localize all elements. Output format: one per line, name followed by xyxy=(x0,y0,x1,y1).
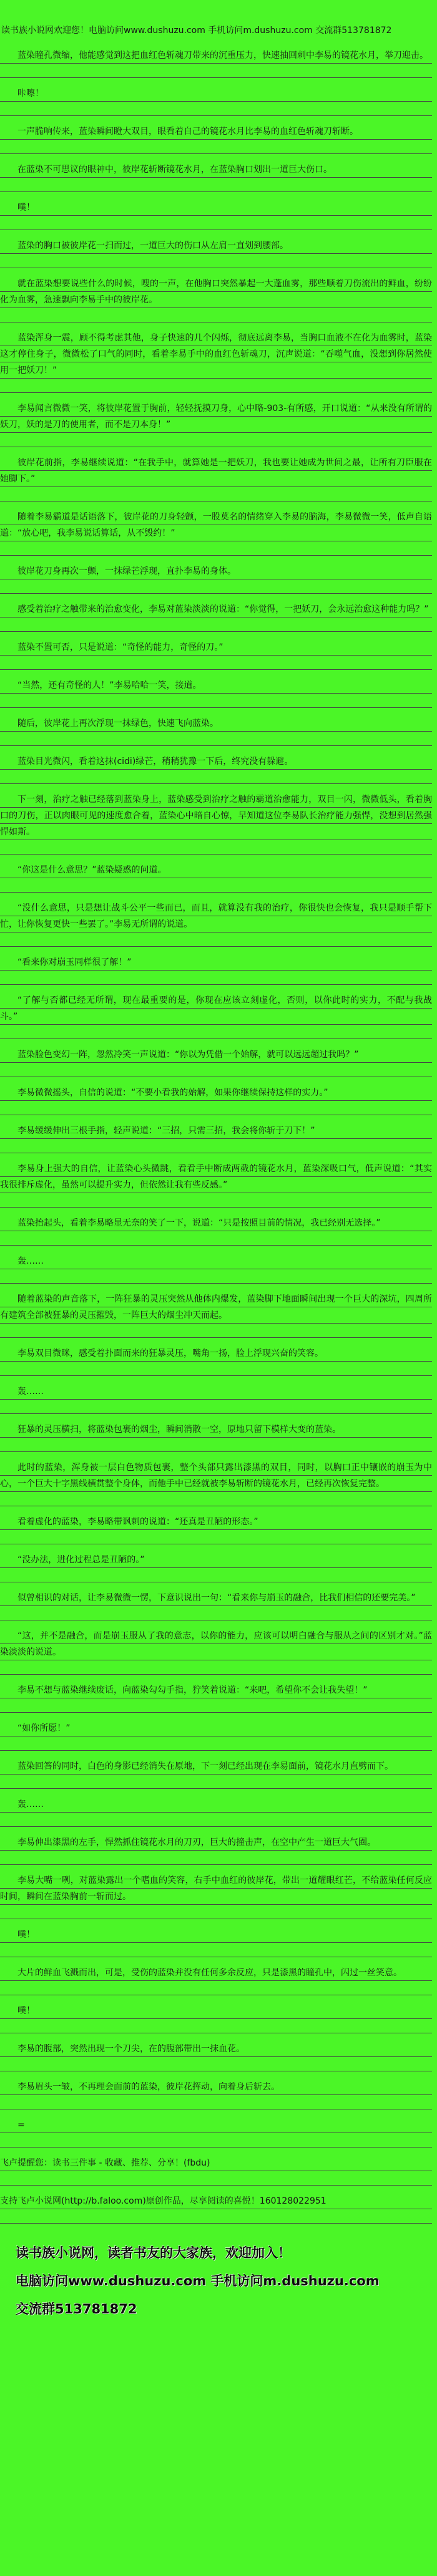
novel-paragraph: 轰…… xyxy=(0,1383,432,1400)
paragraph-divider xyxy=(0,140,432,154)
site-footer-qq-group: 交流群513781872 xyxy=(16,2302,137,2317)
paragraph-divider xyxy=(0,1660,432,1675)
paragraph-divider xyxy=(0,2095,432,2109)
paragraph-divider xyxy=(0,1775,432,1789)
paragraph-divider xyxy=(0,1851,432,1865)
novel-paragraph: 蓝染的胸口被彼岸花一扫而过，一道巨大的伤口从左肩一直划到腰部。 xyxy=(0,238,432,254)
paragraph-divider xyxy=(0,1139,432,1153)
paragraph-divider xyxy=(0,617,432,632)
paragraph-divider xyxy=(0,487,432,501)
site-footer-urls: 电脑访问www.dushuzu.com 手机访问m.dushuzu.com xyxy=(16,2273,380,2288)
novel-paragraph: 轰…… xyxy=(0,1796,432,1813)
paragraph-divider xyxy=(0,656,432,670)
novel-paragraph: 一声脆响传来，蓝染瞬间瞪大双目，眼看着自己的镜花水月比李易的血红色斩魂刀斩断。 xyxy=(0,123,432,140)
paragraph-divider xyxy=(0,878,432,893)
paragraph-divider xyxy=(0,1101,432,1115)
faloo-note: 飞卢提醒您：读书三件事 - 收藏、推荐、分享！(fbdu) xyxy=(0,2155,432,2171)
novel-paragraph: 随后，彼岸花上再次浮现一抹绿色，快速飞向蓝染。 xyxy=(0,715,432,732)
paragraph-divider xyxy=(0,2209,432,2224)
paragraph-divider xyxy=(0,971,432,985)
novel-paragraph: 蓝染不置可否，只是说道：“奇怪的能力，奇怪的刀。” xyxy=(0,639,432,656)
novel-paragraph: 李易伸出漆黑的左手，悍然抓住镜花水月的刀刃，巨大的撞击声，在空中产生一道巨大气圈。 xyxy=(0,1834,432,1851)
paragraph-divider xyxy=(0,1981,432,1995)
paragraph-divider xyxy=(0,102,432,116)
novel-paragraph: 咔嚓！ xyxy=(0,85,432,102)
paragraph-divider xyxy=(0,770,432,784)
paragraph-divider xyxy=(0,308,432,322)
paragraph-divider xyxy=(0,1568,432,1582)
site-footer xyxy=(16,2245,432,2317)
novel-paragraph: 噗！ xyxy=(0,200,432,216)
paragraph-divider xyxy=(0,1530,432,1544)
novel-paragraph: 大片的鲜血飞溅而出，可是，受伤的蓝染并没有任何多余反应，只是漆黑的瞳孔中，闪过一丝笑意。 xyxy=(0,1965,432,1981)
paragraph-divider xyxy=(0,1606,432,1620)
novel-paragraph: “这，并不是融合，而是崩玉服从了我的意志，以你的能力，应该可以明白融合与服从之间的区别才对。”蓝染淡淡的说道。 xyxy=(0,1628,432,1660)
novel-paragraph: 就在蓝染想要说些什么的时候，嗖的一声，在他胸口突然暴起一大蓬血雾，那些顺着刀伤流出的鲜血，纷纷化为血雾，急速飘向李易手中的彼岸花。 xyxy=(0,276,432,308)
paragraph-divider xyxy=(0,1231,432,1246)
novel-paragraph: 感受着治疗之触带来的治愈变化，李易对蓝染淡淡的说道：“你觉得，一把妖刀，会永远治愈这种能力吗？” xyxy=(0,601,432,617)
paragraph-divider xyxy=(0,216,432,230)
paragraph-divider xyxy=(0,1905,432,1919)
novel-paragraph: 此时的蓝染，浑身被一层白色物质包裹，整个头部只露出漆黑的双目，同时，以胸口正中镶嵌的崩玉为中心，一个巨大十字黑线横贯整个身体，而他手中已经就被李易斩断的镜花水月，已经再次恢复完整。 xyxy=(0,1460,432,1492)
novel-content xyxy=(0,47,437,2224)
novel-paragraph: 随着李易霸道是话语落下，彼岸花的刀身轻颤，一股莫名的情绪穿入李易的脑海，李易微微一笑，低声自语道：“放心吧，我李易说话算话，从不毁约！” xyxy=(0,509,432,541)
faloo-note: 支持飞卢小说网(http://b.faloo.com)原创作品，尽享阅读的喜悦！160128022951 xyxy=(0,2193,432,2209)
novel-paragraph: 彼岸花前指，李易继续说道：“在我手中，就算她是一把妖刀，我也要让她成为世间之最，让所有刀臣服在她脚下。” xyxy=(0,455,432,487)
paragraph-divider xyxy=(0,64,432,78)
paragraph-divider xyxy=(0,541,432,556)
novel-paragraph: 轰…… xyxy=(0,1253,432,1269)
novel-paragraph: 李易身上强大的自信，让蓝染心头微跳，看看手中断成两截的镜花水月，蓝染深吸口气，低声说道：“其实我很排斥虚化，虽然可以提升实力，但依然让我有些反感。” xyxy=(0,1161,432,1193)
novel-paragraph: “看来你对崩玉同样很了解！” xyxy=(0,954,432,971)
novel-paragraph: 似曾相识的对话，让李易微微一愣，下意识说出一句：“看来你与崩玉的融合，比我们相信的还要完美。” xyxy=(0,1590,432,1606)
paragraph-divider xyxy=(0,732,432,746)
novel-paragraph: 噗！ xyxy=(0,1927,432,1943)
paragraph-divider xyxy=(0,1063,432,1077)
paragraph-divider xyxy=(0,694,432,708)
paragraph-divider xyxy=(0,1193,432,1208)
novel-paragraph: 看着虚化的蓝染，李易略带讽刺的说道：“还真是丑陋的形态。” xyxy=(0,1514,432,1530)
novel-paragraph: 蓝染浑身一震，顾不得考虑其他，身子快速的几个闪烁，彻底远离李易，当胸口血液不在化为血雾时，蓝染这才停住身子，微微松了口气的同时，看着李易手中的血红色斩魂刀，沉声说道：“吞噬气血，没想到你居然使用一把妖刀！” xyxy=(0,330,432,379)
paragraph-divider xyxy=(0,379,432,393)
paragraph-divider xyxy=(0,254,432,268)
paragraph-divider xyxy=(0,1438,432,1452)
novel-paragraph: 蓝染脸色变幻一阵，忽然冷笑一声说道：“你以为凭借一个始解，就可以远远超过我吗？” xyxy=(0,1047,432,1063)
paragraph-divider xyxy=(0,2133,432,2147)
novel-paragraph: 蓝染瞳孔微缩，他能感觉到这把血红色斩魂刀带来的沉重压力，快速抽回刺中李易的镜花水月，举刀迎击。 xyxy=(0,47,432,64)
novel-paragraph: “了解与否都已经无所谓，现在最重要的是，你现在应该立刻虚化，否则，以你此时的实力，不配与我战斗。” xyxy=(0,992,432,1025)
novel-paragraph: 蓝染抬起头，看着李易略显无奈的笑了一下，说道：“只是按照目前的情况，我已经别无选择。” xyxy=(0,1215,432,1231)
novel-paragraph: 李易的腹部，突然出现一个刀尖，在的腹部带出一抹血花。 xyxy=(0,2041,432,2057)
paragraph-divider xyxy=(0,433,432,447)
novel-paragraph: 在蓝染不可思议的眼神中，彼岸花斩断镜花水月，在蓝染胸口划出一道巨大伤口。 xyxy=(0,162,432,178)
novel-paragraph: 李易缓缓伸出三根手指，轻声说道：“三招，只需三招，我会将你斩于刀下！” xyxy=(0,1123,432,1139)
paragraph-divider xyxy=(0,840,432,855)
novel-paragraph: “没什么意思，只是想让战斗公平一些而已，而且，就算没有我的治疗，你很快也会恢复，我只是顺手帮下忙，让你恢复更快一些罢了。”李易无所谓的说道。 xyxy=(0,900,432,932)
paragraph-divider xyxy=(0,2171,432,2186)
paragraph-divider xyxy=(0,1943,432,1957)
site-footer-welcome: 读书族小说网，读者书友的大家族，欢迎加入！ xyxy=(16,2245,291,2260)
novel-paragraph: 蓝染回答的同时，白色的身影已经消失在原地，下一刻已经出现在李易面前，镜花水月直劈而下。 xyxy=(0,1758,432,1775)
paragraph-divider xyxy=(0,1813,432,1827)
site-notice-header: 读书族小说网欢迎您！电脑访问www.dushuzu.com 手机访问m.dushuzu.com 交流群513781872 xyxy=(1,26,392,36)
paragraph-divider xyxy=(0,1025,432,1039)
novel-paragraph: “如你所愿！” xyxy=(0,1720,432,1736)
novel-paragraph: 蓝染目光微闪，看着这抹(cidi)绿芒，稍稍犹豫一下后，终究没有躲避。 xyxy=(0,753,432,770)
novel-paragraph: 彼岸花刀身再次一颤，一抹绿芒浮现，直扑李易的身体。 xyxy=(0,563,432,579)
paragraph-divider xyxy=(0,2057,432,2071)
novel-paragraph: 李易闻言微微一笑，将彼岸花置于胸前，轻轻抚摸刀身，心中略-903-有所感，开口说道：“从来没有所谓的妖刀，妖的是刀的使用者，而不是刀本身！” xyxy=(0,400,432,433)
paragraph-divider xyxy=(0,1698,432,1713)
paragraph-divider xyxy=(0,579,432,594)
novel-paragraph: 噗！ xyxy=(0,2003,432,2019)
novel-paragraph: “没办法，进化过程总是丑陋的。” xyxy=(0,1552,432,1568)
paragraph-divider xyxy=(0,1324,432,1338)
novel-paragraph: 李易微微摇头，自信的说道：“不要小看我的始解，如果你继续保持这样的实力。” xyxy=(0,1085,432,1101)
paragraph-divider xyxy=(0,1269,432,1284)
novel-paragraph: 下一刻，治疗之触已经落到蓝染身上，蓝染感受到治疗之触的霸道治愈能力，双目一闪，微微低头，看着胸口的刀伤，正以肉眼可见的速度愈合着，蓝染心中暗自心惊，早知道这位李易队长治疗能力强悍，没想到居然强悍如斯。 xyxy=(0,792,432,840)
novel-paragraph: “你这是什么意思？”蓝染疑惑的问道。 xyxy=(0,862,432,878)
novel-paragraph: 李易眉头一皱，不再理会面前的蓝染，彼岸花挥动，向着身后斩去。 xyxy=(0,2079,432,2095)
novel-paragraph: 李易双目微眯，感受着扑面而来的狂暴灵压，嘴角一扬，脸上浮现兴奋的笑容。 xyxy=(0,1345,432,1362)
paragraph-divider xyxy=(0,1400,432,1414)
paragraph-divider xyxy=(0,932,432,947)
novel-paragraph: = xyxy=(0,2117,432,2133)
novel-paragraph: 李易大嘴一咧，对蓝染露出一个嗜血的笑容，右手中血红的彼岸花，带出一道耀眼红芒，不给蓝染任何反应时间，瞬间在蓝染胸前一斩而过。 xyxy=(0,1872,432,1905)
novel-paragraph: 李易不想与蓝染继续废话，向蓝染勾勾手指，狞笑着说道：“来吧，希望你不会让我失望！” xyxy=(0,1682,432,1698)
novel-paragraph: “当然，还有奇怪的人！”李易哈哈一笑，接道。 xyxy=(0,677,432,694)
paragraph-divider xyxy=(0,1362,432,1376)
paragraph-divider xyxy=(0,2019,432,2033)
novel-paragraph: 狂暴的灵压横扫，将蓝染包裹的烟尘，瞬间消散一空，原地只留下模样大变的蓝染。 xyxy=(0,1421,432,1438)
paragraph-divider xyxy=(0,1736,432,1751)
novel-paragraph: 随着蓝染的声音落下，一阵狂暴的灵压突然从他体内爆发，蓝染脚下地面瞬间出现一个巨大的深坑，四周所有建筑全部被狂暴的灵压摧毁，一阵巨大的烟尘冲天而起。 xyxy=(0,1291,432,1324)
paragraph-divider xyxy=(0,1492,432,1506)
paragraph-divider xyxy=(0,178,432,192)
